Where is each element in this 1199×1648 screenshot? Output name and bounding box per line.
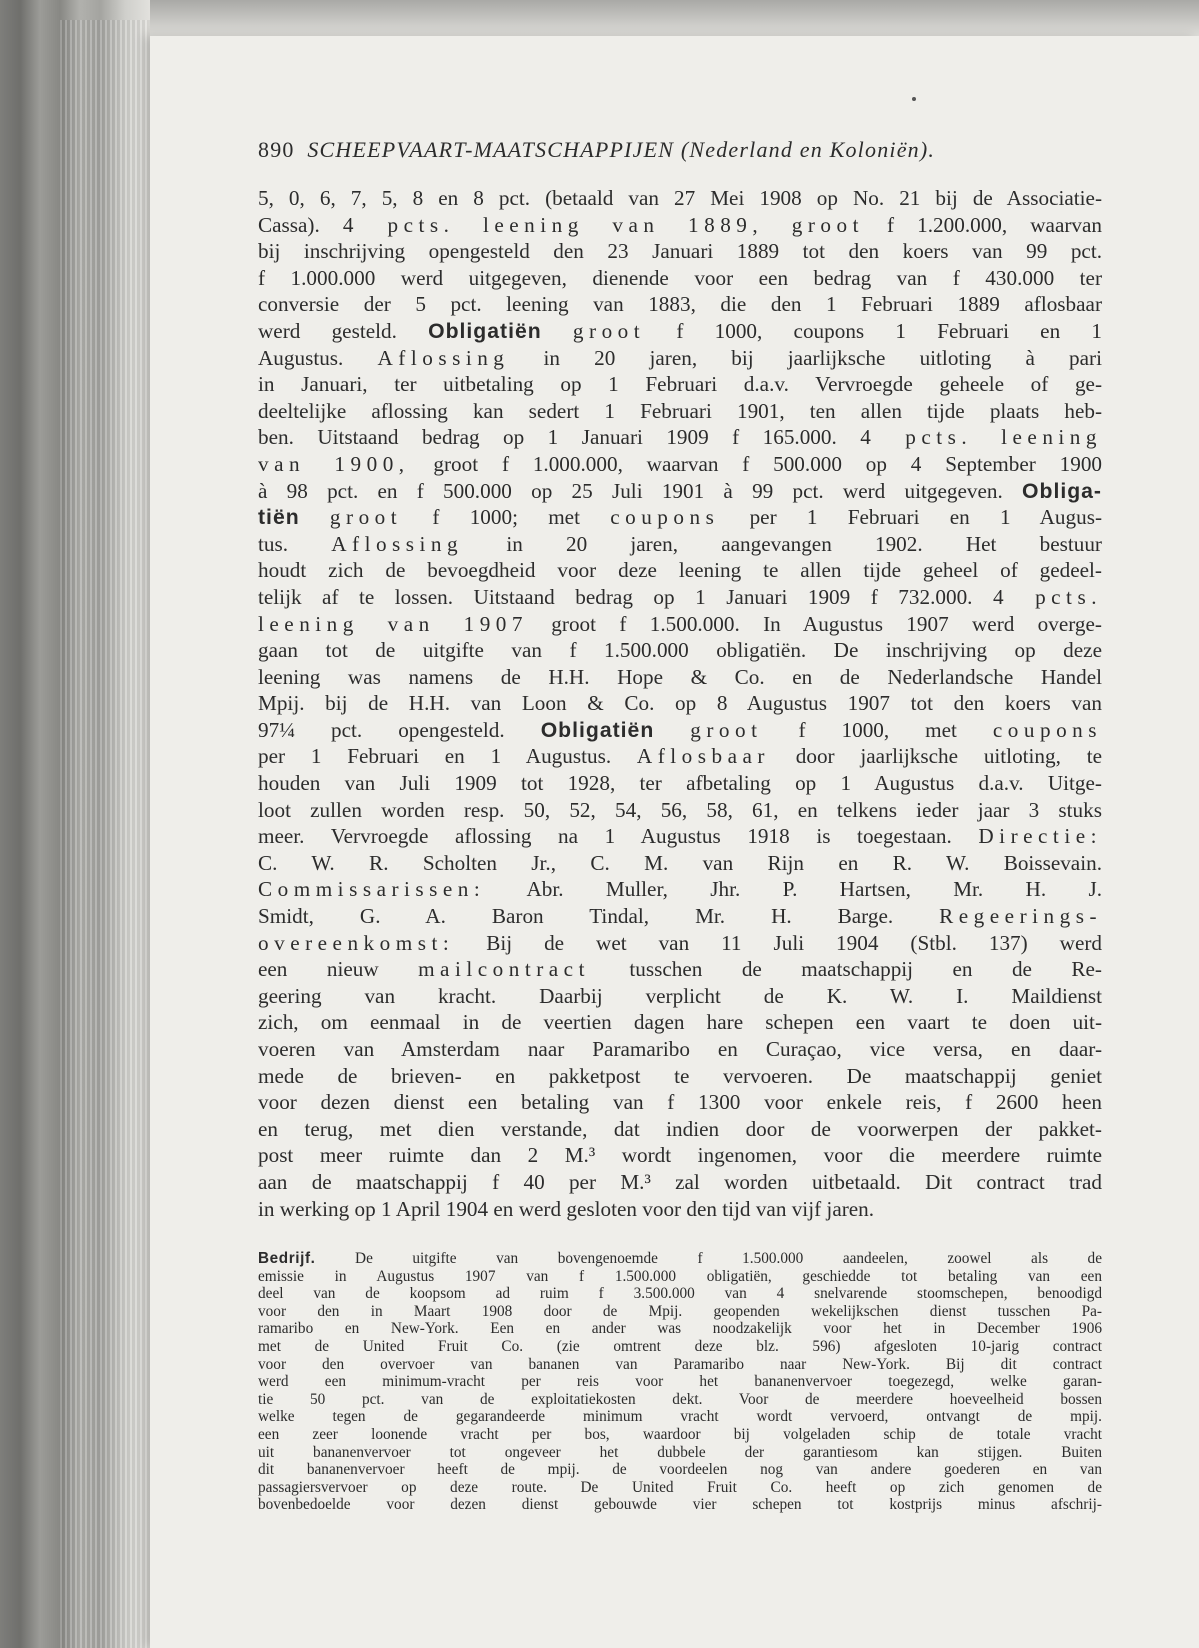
bold-keyword: Obligatiën bbox=[540, 718, 655, 742]
text-run: Augustus. bbox=[258, 345, 378, 370]
text-run: conversie der 5 pct. leening van 1883, die den 1 Februari 1889 aflosbaar bbox=[258, 292, 1102, 317]
main-line bbox=[258, 291, 1102, 318]
text-run: à 98 pct. en f 500.000 op 25 Juli 1901 à 99 pct. werd uitgegeven. bbox=[258, 478, 1023, 503]
text-run: in 20 jaren, bij jaarlijksche uitloting à pari bbox=[509, 345, 1102, 370]
text-run: Bij de wet van 11 Juli 1904 (Stbl. 137) werd bbox=[454, 930, 1102, 955]
text-run: per 1 Februari en 1 Augus- bbox=[719, 505, 1103, 530]
footnote-line bbox=[258, 1250, 1102, 1268]
text-run: tusschen de maatschappij en de Re- bbox=[589, 957, 1102, 982]
footnote-line bbox=[258, 1426, 1102, 1444]
text-run: gaan tot de uitgifte van f 1.500.000 obligatiën. De inschrijving op deze bbox=[258, 638, 1102, 663]
text-run: 5, 0, 6, 7, 5, 8 en 8 pct. (betaald van 27 Mei 1908 op No. 21 bij de Associatie- bbox=[258, 186, 1102, 210]
text-run: De uitgifte van bovengenoemde f 1.500.000 aandeelen, zoowel als de bbox=[315, 1250, 1102, 1267]
spaced-emphasis: Regeerings- bbox=[939, 904, 1102, 929]
spaced-emphasis: mailcontract bbox=[418, 957, 590, 982]
footnote-line bbox=[258, 1268, 1102, 1286]
text-run: deeltelijke aflossing kan sedert 1 Februari 1901, ten allen tijde plaats heb- bbox=[258, 398, 1102, 423]
text-run: post meer ruimte dan 2 M.³ wordt ingenomen, voor die meerdere ruimte bbox=[258, 1143, 1102, 1168]
running-title: SCHEEPVAART-MAATSCHAPPIJEN (Nederland en Koloniën). bbox=[307, 137, 936, 162]
text-run: voor den in Maart 1908 door de Mpij. geopenden wekelijkschen dienst tusschen Pa- bbox=[258, 1302, 1102, 1320]
text-run: aan de maatschappij f 40 per M.³ zal worden uitbetaald. Dit contract trad bbox=[258, 1169, 1102, 1194]
text-run: mede de brieven- en pakketpost te vervoeren. De maatschappij geniet bbox=[258, 1063, 1102, 1088]
main-line bbox=[258, 1169, 1102, 1196]
text-run bbox=[654, 718, 690, 742]
main-body-text bbox=[258, 185, 1102, 1222]
footnote-line bbox=[258, 1479, 1102, 1497]
text-run: een zeer loonende vracht per bos, waardoor bij volgeladen schip de totale vracht bbox=[258, 1425, 1102, 1443]
spaced-emphasis: 4 pcts. bbox=[992, 584, 1102, 609]
text-run: f 1000; met bbox=[402, 505, 611, 530]
bold-keyword: tiën bbox=[258, 506, 300, 530]
main-line bbox=[258, 345, 1102, 372]
main-line bbox=[258, 584, 1102, 611]
main-line bbox=[258, 1036, 1102, 1063]
text-run: voor den overvoer van bananen van Paramaribo naar New-York. Bij dit contract bbox=[258, 1355, 1102, 1373]
main-line bbox=[258, 212, 1102, 239]
footnote-line bbox=[258, 1373, 1102, 1391]
page-edges bbox=[60, 20, 150, 1648]
spaced-emphasis: groot bbox=[572, 318, 646, 343]
main-line bbox=[258, 451, 1102, 478]
text-run: uit bananenvervoer tot ongeveer het dubbele der garantiesom kan stijgen. Buiten bbox=[258, 1443, 1102, 1461]
text-run: een nieuw bbox=[258, 957, 419, 982]
text-run: werd een minimum-vracht per reis voor het bananenvervoer toegezegd, welke garan- bbox=[258, 1373, 1102, 1391]
text-run: 97¼ pct. opengesteld. bbox=[258, 717, 541, 742]
main-line bbox=[258, 424, 1102, 451]
main-line bbox=[258, 238, 1102, 265]
spaced-emphasis: 4 pcts. leening van 1889, groot bbox=[342, 212, 864, 237]
footnote-line bbox=[258, 1303, 1102, 1321]
text-run: loot zullen worden resp. 50, 52, 54, 56, 58, 61, en telkens ieder jaar 3 stuks bbox=[258, 797, 1102, 822]
spaced-emphasis: overeenkomst: bbox=[258, 930, 455, 955]
main-line bbox=[258, 930, 1102, 957]
running-header bbox=[258, 137, 1078, 163]
text-run: emissie in Augustus 1907 van f 1.500.000 obligatiën, geschiedde tot betaling van een bbox=[258, 1267, 1102, 1285]
text-run: per 1 Februari en 1 Augustus. bbox=[258, 744, 637, 769]
main-line bbox=[258, 664, 1102, 691]
text-run: Cassa). bbox=[258, 212, 343, 237]
text-run: in 20 jaren, aangevangen 1902. Het bestuur bbox=[463, 531, 1102, 556]
text-run: Abr. Muller, Jhr. P. Hartsen, Mr. H. J. bbox=[485, 877, 1102, 902]
footnote-line bbox=[258, 1356, 1102, 1374]
text-run: tus. bbox=[258, 531, 332, 556]
main-line bbox=[258, 398, 1102, 425]
text-run: werd gesteld. bbox=[258, 318, 429, 343]
main-line bbox=[258, 1196, 1102, 1223]
spaced-emphasis: Aflosbaar bbox=[636, 744, 770, 769]
main-line bbox=[258, 983, 1102, 1010]
text-run: groot f 1.000.000, waarvan f 500.000 op 4 September 1900 bbox=[409, 451, 1103, 476]
text-run: bovenbedoelde voor dezen dienst gebouwde vier schepen tot kostprijs minus afschrij- bbox=[258, 1496, 1102, 1514]
main-line bbox=[258, 823, 1102, 850]
text-run: ramaribo en New-York. Een en ander was noodzakelijk voor het in December 1906 bbox=[258, 1320, 1102, 1338]
text-run: Mpij. bij de H.H. van Loon & Co. op 8 Augustus 1907 tot den koers van bbox=[258, 691, 1102, 716]
text-run: dit bananenvervoer heeft de mpij. de voordeelen nog van andere goederen en van bbox=[258, 1461, 1102, 1479]
text-run: welke tegen de gegarandeerde minimum vracht wordt vervoerd, ontvangt de mpij. bbox=[258, 1408, 1102, 1426]
spaced-emphasis: groot bbox=[329, 505, 403, 530]
text-run: f 1.200.000, waarvan bbox=[863, 212, 1102, 237]
main-line bbox=[258, 743, 1102, 770]
text-run: ben. Uitstaand bedrag op 1 Januari 1909 f 165.000. bbox=[258, 425, 861, 450]
main-line bbox=[258, 478, 1102, 505]
main-line bbox=[258, 717, 1102, 744]
main-line bbox=[258, 876, 1102, 903]
main-line bbox=[258, 185, 1102, 212]
text-run: deel van de koopsom ad ruim f 3.500.000 van 4 snelvarende stoomschepen, benoodigd bbox=[258, 1285, 1102, 1303]
text-run: met de United Fruit Co. (zie omtrent deze blz. 596) afgesloten 10-jarig contract bbox=[258, 1337, 1102, 1355]
main-line bbox=[258, 504, 1102, 531]
text-run: C. W. R. Scholten Jr., C. M. van Rijn en R. W. Boissevain. bbox=[258, 850, 1102, 875]
main-line bbox=[258, 1116, 1102, 1143]
text-run bbox=[542, 319, 573, 343]
text-run: telijk af te lossen. Uitstaand bedrag op 1 Januari 1909 f 732.000. bbox=[258, 584, 993, 609]
spaced-emphasis: Aflossing bbox=[331, 531, 464, 556]
main-line bbox=[258, 611, 1102, 638]
bold-keyword: Obligatiën bbox=[428, 319, 542, 343]
spaced-emphasis: coupons bbox=[610, 505, 720, 530]
text-run: houden van Juli 1909 tot 1928, ter afbetaling op 1 Augustus d.a.v. Uitge- bbox=[258, 771, 1102, 796]
spaced-emphasis: van 1900, bbox=[258, 451, 410, 476]
footnote-line bbox=[258, 1320, 1102, 1338]
text-run bbox=[300, 505, 330, 529]
text-run: geering van kracht. Daarbij verplicht de K. W. I. Maildienst bbox=[258, 983, 1102, 1008]
footnote-line bbox=[258, 1338, 1102, 1356]
main-line bbox=[258, 1009, 1102, 1036]
main-line bbox=[258, 1063, 1102, 1090]
main-line bbox=[258, 850, 1102, 877]
text-run: door jaarlijksche uitloting, te bbox=[769, 744, 1102, 769]
main-line bbox=[258, 531, 1102, 558]
main-line bbox=[258, 318, 1102, 345]
book-binding-edge bbox=[0, 0, 150, 1648]
main-line bbox=[258, 265, 1102, 292]
main-line bbox=[258, 371, 1102, 398]
main-line bbox=[258, 637, 1102, 664]
text-run: f 1.000.000 werd uitgegeven, dienende voor een bedrag van f 430.000 ter bbox=[258, 265, 1102, 290]
text-run: en terug, met dien verstande, dat indien door de voorwerpen der pakket- bbox=[258, 1116, 1102, 1141]
main-line bbox=[258, 1142, 1102, 1169]
bold-keyword: Bedrijf. bbox=[258, 1250, 316, 1267]
spaced-emphasis: 4 pcts. leening bbox=[860, 425, 1102, 450]
footnote-line bbox=[258, 1285, 1102, 1303]
text-run: Smidt, G. A. Baron Tindal, Mr. H. Barge. bbox=[258, 904, 940, 929]
main-line bbox=[258, 770, 1102, 797]
text-run: houdt zich de bevoegdheid voor deze leening te allen tijde geheel of gedeel- bbox=[258, 558, 1102, 583]
spaced-emphasis: groot bbox=[690, 717, 763, 742]
footnote-line bbox=[258, 1408, 1102, 1426]
main-line bbox=[258, 956, 1102, 983]
main-line bbox=[258, 557, 1102, 584]
text-run: voor dezen dienst een betaling van f 1300 voor enkele reis, f 2600 heen bbox=[258, 1090, 1102, 1115]
text-run: bij inschrijving opengesteld den 23 Januari 1889 tot den koers van 99 pct. bbox=[258, 239, 1102, 264]
footnote-bedrijf bbox=[258, 1250, 1102, 1514]
speck bbox=[912, 97, 916, 101]
text-run: in werking op 1 April 1904 en werd gesloten voor den tijd van vijf jaren. bbox=[258, 1196, 875, 1221]
spaced-emphasis: coupons bbox=[992, 717, 1103, 742]
spaced-emphasis: leening van 1907 bbox=[258, 611, 528, 636]
spaced-emphasis: Directie: bbox=[978, 824, 1102, 849]
text-run: in Januari, ter uitbetaling op 1 Februari d.a.v. Vervroegde geheele of ge- bbox=[258, 372, 1102, 397]
text-run: f 1000, coupons 1 Februari en 1 bbox=[645, 318, 1102, 343]
text-run: leening was namens de H.H. Hope & Co. en de Nederlandsche Handel bbox=[258, 664, 1102, 689]
footnote-line bbox=[258, 1461, 1102, 1479]
footnote-line bbox=[258, 1444, 1102, 1462]
text-run: tie 50 pct. van de exploitatiekosten dekt. Voor de meerdere hoeveelheid bossen bbox=[258, 1390, 1102, 1408]
main-line bbox=[258, 797, 1102, 824]
main-line bbox=[258, 903, 1102, 930]
spaced-emphasis: Aflossing bbox=[377, 345, 510, 370]
bold-keyword: Obliga- bbox=[1022, 479, 1102, 503]
main-line bbox=[258, 1089, 1102, 1116]
main-line bbox=[258, 690, 1102, 717]
text-run: groot f 1.500.000. In Augustus 1907 werd overge- bbox=[527, 611, 1102, 636]
text-run: meer. Vervroegde aflossing na 1 Augustus 1918 is toegestaan. bbox=[258, 824, 979, 849]
footnote-line bbox=[258, 1496, 1102, 1514]
top-shadow bbox=[0, 0, 1199, 40]
text-run: passagiersvervoer op deze route. De United Fruit Co. heeft op zich genomen de bbox=[258, 1478, 1102, 1496]
text-run: voeren van Amsterdam naar Paramaribo en Curaçao, vice versa, en daar- bbox=[258, 1037, 1102, 1061]
footnote-line bbox=[258, 1391, 1102, 1409]
text-run: zich, om eenmaal in de veertien dagen hare schepen een vaart te doen uit- bbox=[258, 1010, 1102, 1035]
page-number: 890 bbox=[258, 137, 295, 162]
spaced-emphasis: Commissarissen: bbox=[258, 877, 486, 902]
text-run: f 1000, met bbox=[762, 717, 993, 742]
